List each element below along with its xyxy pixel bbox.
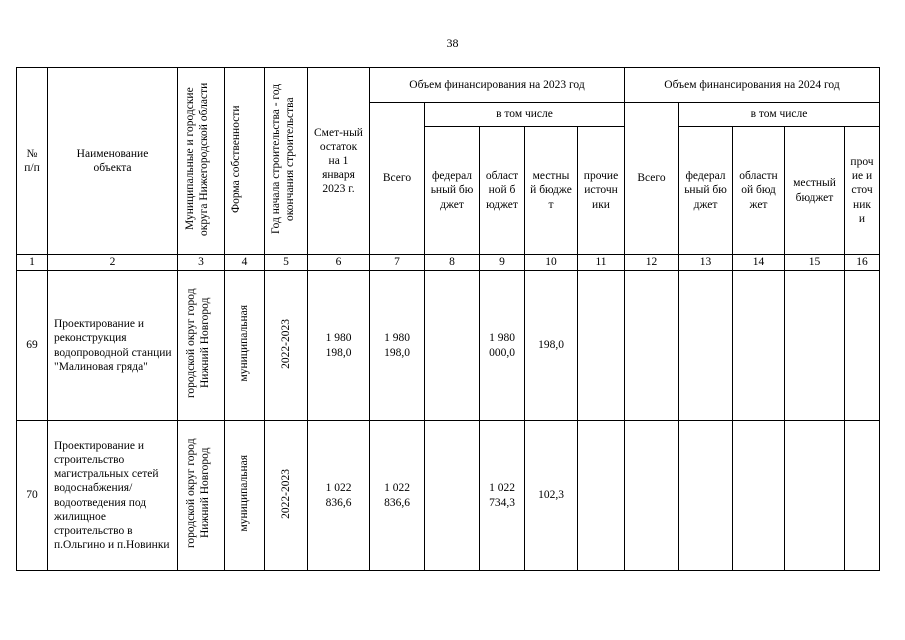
col-number: 12 <box>625 255 679 271</box>
row-ownership <box>225 271 265 421</box>
table-row <box>17 421 880 571</box>
row-num: 69 <box>17 271 48 421</box>
row-municipality <box>178 271 225 421</box>
row-years-text: 2022-2023 <box>279 468 292 519</box>
col-number: 5 <box>265 255 308 271</box>
col-number: 15 <box>785 255 845 271</box>
row-ownership-text: муниципальная <box>238 305 251 382</box>
row-ownership-text: муниципальная <box>238 455 251 532</box>
row-total-2024 <box>625 421 679 571</box>
table-row <box>17 271 880 421</box>
col-number: 2 <box>48 255 178 271</box>
header-row-1 <box>17 68 880 103</box>
header-federal-2023: федеральный бюджет <box>425 127 480 255</box>
col-number: 4 <box>225 255 265 271</box>
header-years-text: Год начала строительства - год окончания строительства <box>270 83 297 235</box>
col-number: 7 <box>370 255 425 271</box>
header-other-2023: прочие источники <box>578 127 625 255</box>
col-number: 11 <box>578 255 625 271</box>
row-regional-2023: 1 022 734,3 <box>480 421 525 571</box>
col-number: 8 <box>425 255 480 271</box>
financing-table <box>16 67 880 571</box>
header-municipality <box>178 68 225 255</box>
col-number: 16 <box>845 255 880 271</box>
row-federal-2024 <box>679 421 733 571</box>
row-other-2023 <box>578 421 625 571</box>
row-num: 70 <box>17 421 48 571</box>
col-number: 1 <box>17 255 48 271</box>
row-local-2024 <box>785 271 845 421</box>
row-municipality-text: городской округ город Нижний Новгород <box>185 288 212 399</box>
row-other-2024 <box>845 421 880 571</box>
row-other-2023 <box>578 271 625 421</box>
col-number: 6 <box>308 255 370 271</box>
header-federal-2024: федеральный бюджет <box>679 127 733 255</box>
header-local-2024: местный бюджет <box>785 127 845 255</box>
col-number: 10 <box>525 255 578 271</box>
row-total-2023: 1 980 198,0 <box>370 271 425 421</box>
row-federal-2023 <box>425 421 480 571</box>
row-total-2024 <box>625 271 679 421</box>
header-years <box>265 68 308 255</box>
col-number: 9 <box>480 255 525 271</box>
header-num: № п/п <box>17 68 48 255</box>
row-remaining: 1 980 198,0 <box>308 271 370 421</box>
row-years <box>265 421 308 571</box>
row-ownership <box>225 421 265 571</box>
row-regional-2024 <box>733 271 785 421</box>
header-name: Наименование объекта <box>48 68 178 255</box>
col-number: 14 <box>733 255 785 271</box>
row-federal-2023 <box>425 271 480 421</box>
header-group-2023: Объем финансирования на 2023 год <box>370 68 625 103</box>
row-local-2023: 102,3 <box>525 421 578 571</box>
header-regional-2023: областной бюджет <box>480 127 525 255</box>
header-total-2023: Всего <box>370 103 425 255</box>
header-incl-2023: в том числе <box>425 103 625 127</box>
row-local-2024 <box>785 421 845 571</box>
header-regional-2024: областной бюджет <box>733 127 785 255</box>
column-number-row <box>17 255 880 271</box>
row-local-2023: 198,0 <box>525 271 578 421</box>
page-number: 38 <box>446 36 459 50</box>
row-name: Проектирование и строительство магистральных сетей водоснабжения/водоотведения под жилищное строительство в п.Ольгино и п.Новинки <box>48 421 178 571</box>
header-ownership <box>225 68 265 255</box>
row-federal-2024 <box>679 271 733 421</box>
row-municipality-text: городской округ город Нижний Новгород <box>185 438 212 549</box>
row-regional-2023: 1 980 000,0 <box>480 271 525 421</box>
header-remaining: Смет-ный остаток на 1 января 2023 г. <box>308 68 370 255</box>
row-years <box>265 271 308 421</box>
header-total-2024: Всего <box>625 103 679 255</box>
row-name: Проектирование и реконструкция водопроводной станции "Малиновая гряда" <box>48 271 178 421</box>
header-ownership-text: Форма собственности <box>229 105 242 213</box>
row-total-2023: 1 022 836,6 <box>370 421 425 571</box>
header-group-2024: Объем финансирования на 2024 год <box>625 68 880 103</box>
row-years-text: 2022-2023 <box>279 318 292 369</box>
col-number: 3 <box>178 255 225 271</box>
col-number: 13 <box>679 255 733 271</box>
row-other-2024 <box>845 271 880 421</box>
header-municipality-text: Муниципальные и городские округа Нижегородской области <box>184 82 211 236</box>
header-incl-2024: в том числе <box>679 103 880 127</box>
row-municipality <box>178 421 225 571</box>
header-local-2023: местный бюджет <box>525 127 578 255</box>
row-remaining: 1 022 836,6 <box>308 421 370 571</box>
header-other-2024: прочие источники <box>845 127 880 255</box>
row-regional-2024 <box>733 421 785 571</box>
